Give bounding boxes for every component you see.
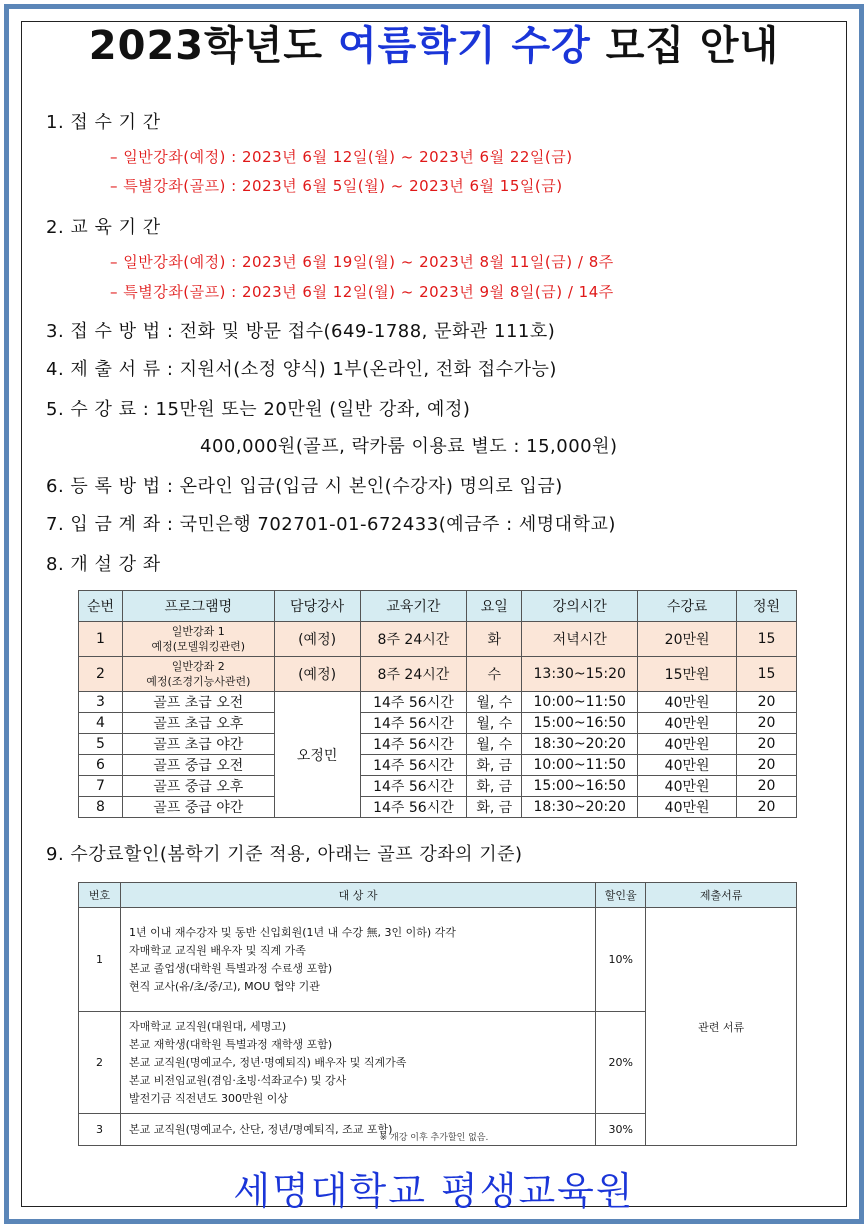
- cell-teacher: (예정): [274, 622, 360, 657]
- target-line: 본교 재학생(대학원 특별과정 재학생 포함): [128, 1037, 333, 1051]
- col-no: 순번: [79, 591, 123, 622]
- cell-no: 5: [79, 734, 123, 755]
- cell-no: 1: [79, 908, 121, 1012]
- cell-period: 8주 24시간: [360, 622, 467, 657]
- course-table: [78, 590, 797, 818]
- cell-time: 10:00~11:50: [522, 755, 638, 776]
- cell-fee: 40만원: [638, 734, 737, 755]
- cell-no: 2: [79, 657, 123, 692]
- item-2-general: – 일반강좌(예정) : 2023년 6월 19일(월) ~ 2023년 8월 11일(금) / 8주: [110, 253, 614, 271]
- cell-period: 14주 56시간: [360, 776, 467, 797]
- item-3-method: 3. 접 수 방 법 : 전화 및 방문 접수(649-1788, 문화관 111호): [46, 321, 556, 342]
- cell-no: 3: [79, 692, 123, 713]
- cell-time: 저녁시간: [522, 622, 638, 657]
- cell-capacity: 20: [737, 797, 797, 818]
- target-line: 본교 교직원(명예교수, 산단, 정년/명예퇴직, 조교 포함): [128, 1122, 393, 1136]
- cell-program: 골프 초급 오전: [122, 692, 274, 713]
- program-line-2: 예정(모델워킹관련): [151, 640, 246, 653]
- program-line-1: 일반강좌 2: [171, 660, 225, 673]
- cell-day: 월, 수: [467, 713, 522, 734]
- col-time: 강의시간: [522, 591, 638, 622]
- cell-capacity: 20: [737, 734, 797, 755]
- table-row: [79, 713, 797, 734]
- cell-no: 1: [79, 622, 123, 657]
- cell-fee: 40만원: [638, 797, 737, 818]
- cell-rate: 30%: [596, 1114, 646, 1146]
- item-5-fee-golf: 400,000원(골프, 락카룸 이용료 별도 : 15,000원): [200, 436, 618, 457]
- col-day: 요일: [467, 591, 522, 622]
- col-period: 교육기간: [360, 591, 467, 622]
- cell-period: 14주 56시간: [360, 797, 467, 818]
- target-line: 자매학교 교직원 배우자 및 직계 가족: [128, 943, 306, 957]
- cell-target: [120, 1012, 595, 1114]
- cell-documents: 관련 서류: [646, 908, 797, 1146]
- col-documents: 제출서류: [646, 883, 797, 908]
- cell-program: [122, 657, 274, 692]
- page-title: [0, 14, 868, 71]
- cell-rate: 20%: [596, 1012, 646, 1114]
- target-line: 자매학교 교직원(대원대, 세명고): [128, 1019, 287, 1033]
- table-row: [79, 734, 797, 755]
- cell-time: 18:30~20:20: [522, 734, 638, 755]
- title-highlight: 여름학기 수강: [337, 23, 591, 69]
- cell-capacity: 20: [737, 755, 797, 776]
- program-line-2: 예정(조경기능사관련): [146, 675, 251, 688]
- institution-footer: 세명대학교 평생교육원: [233, 1169, 635, 1213]
- course-table-header: [79, 591, 797, 622]
- cell-program: 골프 중급 야간: [122, 797, 274, 818]
- cell-no: 8: [79, 797, 123, 818]
- table-row: [79, 692, 797, 713]
- item-2-special: – 특별강좌(골프) : 2023년 6월 12일(월) ~ 2023년 9월 8일(금) / 14주: [110, 283, 614, 301]
- cell-day: 화: [467, 622, 522, 657]
- cell-no: 6: [79, 755, 123, 776]
- cell-program: 골프 초급 오후: [122, 713, 274, 734]
- cell-no: 3: [79, 1114, 121, 1146]
- table-row: [79, 797, 797, 818]
- cell-teacher: (예정): [274, 657, 360, 692]
- col-target: 대 상 자: [120, 883, 595, 908]
- cell-fee: 40만원: [638, 713, 737, 734]
- table-row: [79, 657, 797, 692]
- title-year: 2023학년도: [88, 23, 324, 69]
- target-line: 본교 교직원(명예교수, 정년·명예퇴직) 배우자 및 직계가족: [128, 1055, 407, 1069]
- cell-period: 14주 56시간: [360, 734, 467, 755]
- discount-note: ※ 개강 이후 추가할인 없음.: [379, 1133, 489, 1143]
- item-4-documents: 4. 제 출 서 류 : 지원서(소정 양식) 1부(온라인, 전화 접수가능): [46, 359, 557, 380]
- col-fee: 수강료: [638, 591, 737, 622]
- item-7-account: 7. 입 금 계 좌 : 국민은행 702701-01-672433(예금주 : 세명대학교): [46, 514, 616, 535]
- cell-day: 화, 금: [467, 797, 522, 818]
- cell-day: 수: [467, 657, 522, 692]
- cell-time: 18:30~20:20: [522, 797, 638, 818]
- item-9-discount: 9. 수강료할인(봄학기 기준 적용, 아래는 골프 강좌의 기준): [46, 844, 523, 865]
- cell-capacity: 15: [737, 622, 797, 657]
- target-line: 1년 이내 재수강자 및 동반 신입회원(1년 내 수강 無, 3인 이하) 각각: [128, 925, 456, 939]
- cell-day: 월, 수: [467, 734, 522, 755]
- cell-period: 14주 56시간: [360, 713, 467, 734]
- cell-golf-teacher: 오정민: [274, 692, 360, 818]
- cell-no: 2: [79, 1012, 121, 1114]
- table-row: [79, 908, 797, 1012]
- col-capacity: 정원: [737, 591, 797, 622]
- item-2-heading: 2. 교 육 기 간: [46, 217, 161, 238]
- target-line: 본교 비전임교원(겸임·초빙·석좌교수) 및 강사: [128, 1073, 347, 1087]
- col-program: 프로그램명: [122, 591, 274, 622]
- item-1-special: – 특별강좌(골프) : 2023년 6월 5일(월) ~ 2023년 6월 15일(금): [110, 177, 563, 195]
- col-no: 번호: [79, 883, 121, 908]
- cell-day: 화, 금: [467, 755, 522, 776]
- cell-period: 8주 24시간: [360, 657, 467, 692]
- cell-target: [120, 908, 595, 1012]
- cell-time: 15:00~16:50: [522, 776, 638, 797]
- cell-fee: 40만원: [638, 776, 737, 797]
- discount-table: [78, 882, 797, 1146]
- cell-fee: 40만원: [638, 692, 737, 713]
- cell-program: 골프 중급 오후: [122, 776, 274, 797]
- cell-time: 15:00~16:50: [522, 713, 638, 734]
- discount-table-header: [79, 883, 797, 908]
- cell-program: 골프 초급 야간: [122, 734, 274, 755]
- table-row: [79, 622, 797, 657]
- col-rate: 할인율: [596, 883, 646, 908]
- target-line: 본교 졸업생(대학원 특별과정 수료생 포함): [128, 961, 333, 975]
- cell-capacity: 20: [737, 776, 797, 797]
- item-1-heading: 1. 접 수 기 간: [46, 112, 161, 133]
- cell-no: 4: [79, 713, 123, 734]
- cell-fee: 40만원: [638, 755, 737, 776]
- cell-time: 13:30~15:20: [522, 657, 638, 692]
- cell-time: 10:00~11:50: [522, 692, 638, 713]
- cell-rate: 10%: [596, 908, 646, 1012]
- cell-day: 월, 수: [467, 692, 522, 713]
- cell-program: [122, 622, 274, 657]
- cell-fee: 20만원: [638, 622, 737, 657]
- cell-day: 화, 금: [467, 776, 522, 797]
- cell-no: 7: [79, 776, 123, 797]
- table-row: [79, 776, 797, 797]
- cell-period: 14주 56시간: [360, 692, 467, 713]
- cell-capacity: 15: [737, 657, 797, 692]
- item-5-fee: 5. 수 강 료 : 15만원 또는 20만원 (일반 강좌, 예정): [46, 399, 471, 420]
- program-line-1: 일반강좌 1: [171, 625, 225, 638]
- target-line: 발전기금 직전년도 300만원 이상: [128, 1091, 288, 1105]
- cell-capacity: 20: [737, 713, 797, 734]
- cell-capacity: 20: [737, 692, 797, 713]
- item-8-courses: 8. 개 설 강 좌: [46, 554, 161, 575]
- title-tail: 모집 안내: [605, 23, 780, 69]
- cell-program: 골프 중급 오전: [122, 755, 274, 776]
- item-6-registration: 6. 등 록 방 법 : 온라인 입금(입금 시 본인(수강자) 명의로 입금): [46, 476, 563, 497]
- table-row: [79, 755, 797, 776]
- cell-fee: 15만원: [638, 657, 737, 692]
- target-line: 현직 교사(유/초/중/고), MOU 협약 기관: [128, 979, 320, 993]
- col-teacher: 담당강사: [274, 591, 360, 622]
- cell-period: 14주 56시간: [360, 755, 467, 776]
- item-1-general: – 일반강좌(예정) : 2023년 6월 12일(월) ~ 2023년 6월 22일(금): [110, 148, 573, 166]
